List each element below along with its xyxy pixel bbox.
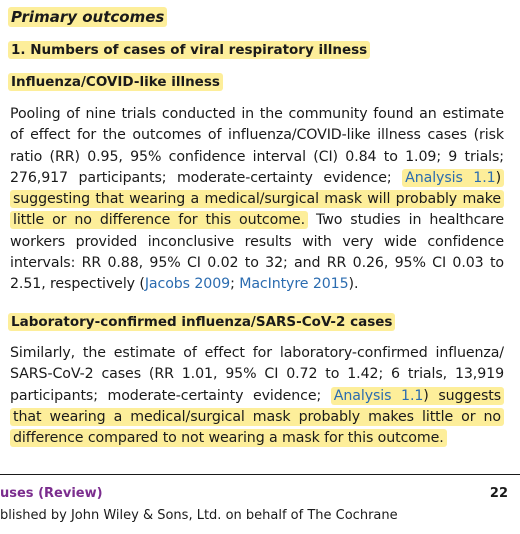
heading-primary-outcomes xyxy=(8,8,167,26)
heading-section-1-text: 1. Numbers of cases of viral respiratory illness xyxy=(8,41,370,59)
heading-influenza-like-illness-text: Influenza/COVID-like illness xyxy=(8,73,223,91)
paragraph-lab-confirmed xyxy=(10,343,504,449)
heading-section-1 xyxy=(8,42,370,58)
p1-text-end: ). xyxy=(348,276,359,293)
heading-primary-outcomes-text: Primary outcomes xyxy=(8,7,167,27)
heading-lab-confirmed-text: Laboratory-confirmed influenza/SARS-CoV-2 cases xyxy=(8,313,395,331)
footer-divider xyxy=(0,474,520,475)
p1-text-a: Pooling of nine trials conducted in the community found an estimate of effect for the outcomes of influenza/COVID-like illness cases (risk ratio (RR) 0.95, 95% confidence interval (CI) 0.84 to 1.09; 9 trials; 276,917 participants; moderate-certainty evidence; xyxy=(10,106,504,186)
footer-page-number: 22 xyxy=(489,486,508,501)
paragraph-influenza-like-illness xyxy=(10,104,504,296)
macintyre-2015-link[interactable]: MacIntyre 2015 xyxy=(239,276,349,293)
p1-separator: ; xyxy=(230,276,240,293)
heading-influenza-like-illness xyxy=(8,74,223,90)
heading-lab-confirmed xyxy=(8,314,395,330)
p2-highlight-text: ) suggests that wearing a medical/surgical mask probably makes little or no difference compared to not wearing a mask for this outcome. xyxy=(13,387,501,447)
jacobs-2009-link[interactable]: Jacobs 2009 xyxy=(144,276,231,293)
p1-highlight-text: ) suggesting that wearing a medical/surgical mask will probably make little or no difference for this outcome. xyxy=(13,169,501,229)
analysis-1-1-link-2[interactable]: Analysis 1.1 xyxy=(333,387,424,404)
footer-publisher: blished by John Wiley & Sons, Ltd. on behalf of The Cochrane xyxy=(0,508,398,523)
p2-text-a: Similarly, the estimate of effect for laboratory-confirmed influenza/ SARS-CoV-2 cases (RR 1.01, 95% CI 0.72 to 1.42; 6 trials, 13,919 participants; moderate-certainty evidence; xyxy=(10,345,504,404)
p1-text-b: Two studies in healthcare workers provided inconclusive results with very wide confidence intervals: RR 0.88, 95% CI 0.02 to 32; and RR 0.26, 95% CI 0.03 to 2.51, respectively ( xyxy=(10,212,504,293)
analysis-1-1-link[interactable]: Analysis 1.1 xyxy=(405,169,496,186)
footer-review-title: uses (Review) xyxy=(0,486,103,501)
